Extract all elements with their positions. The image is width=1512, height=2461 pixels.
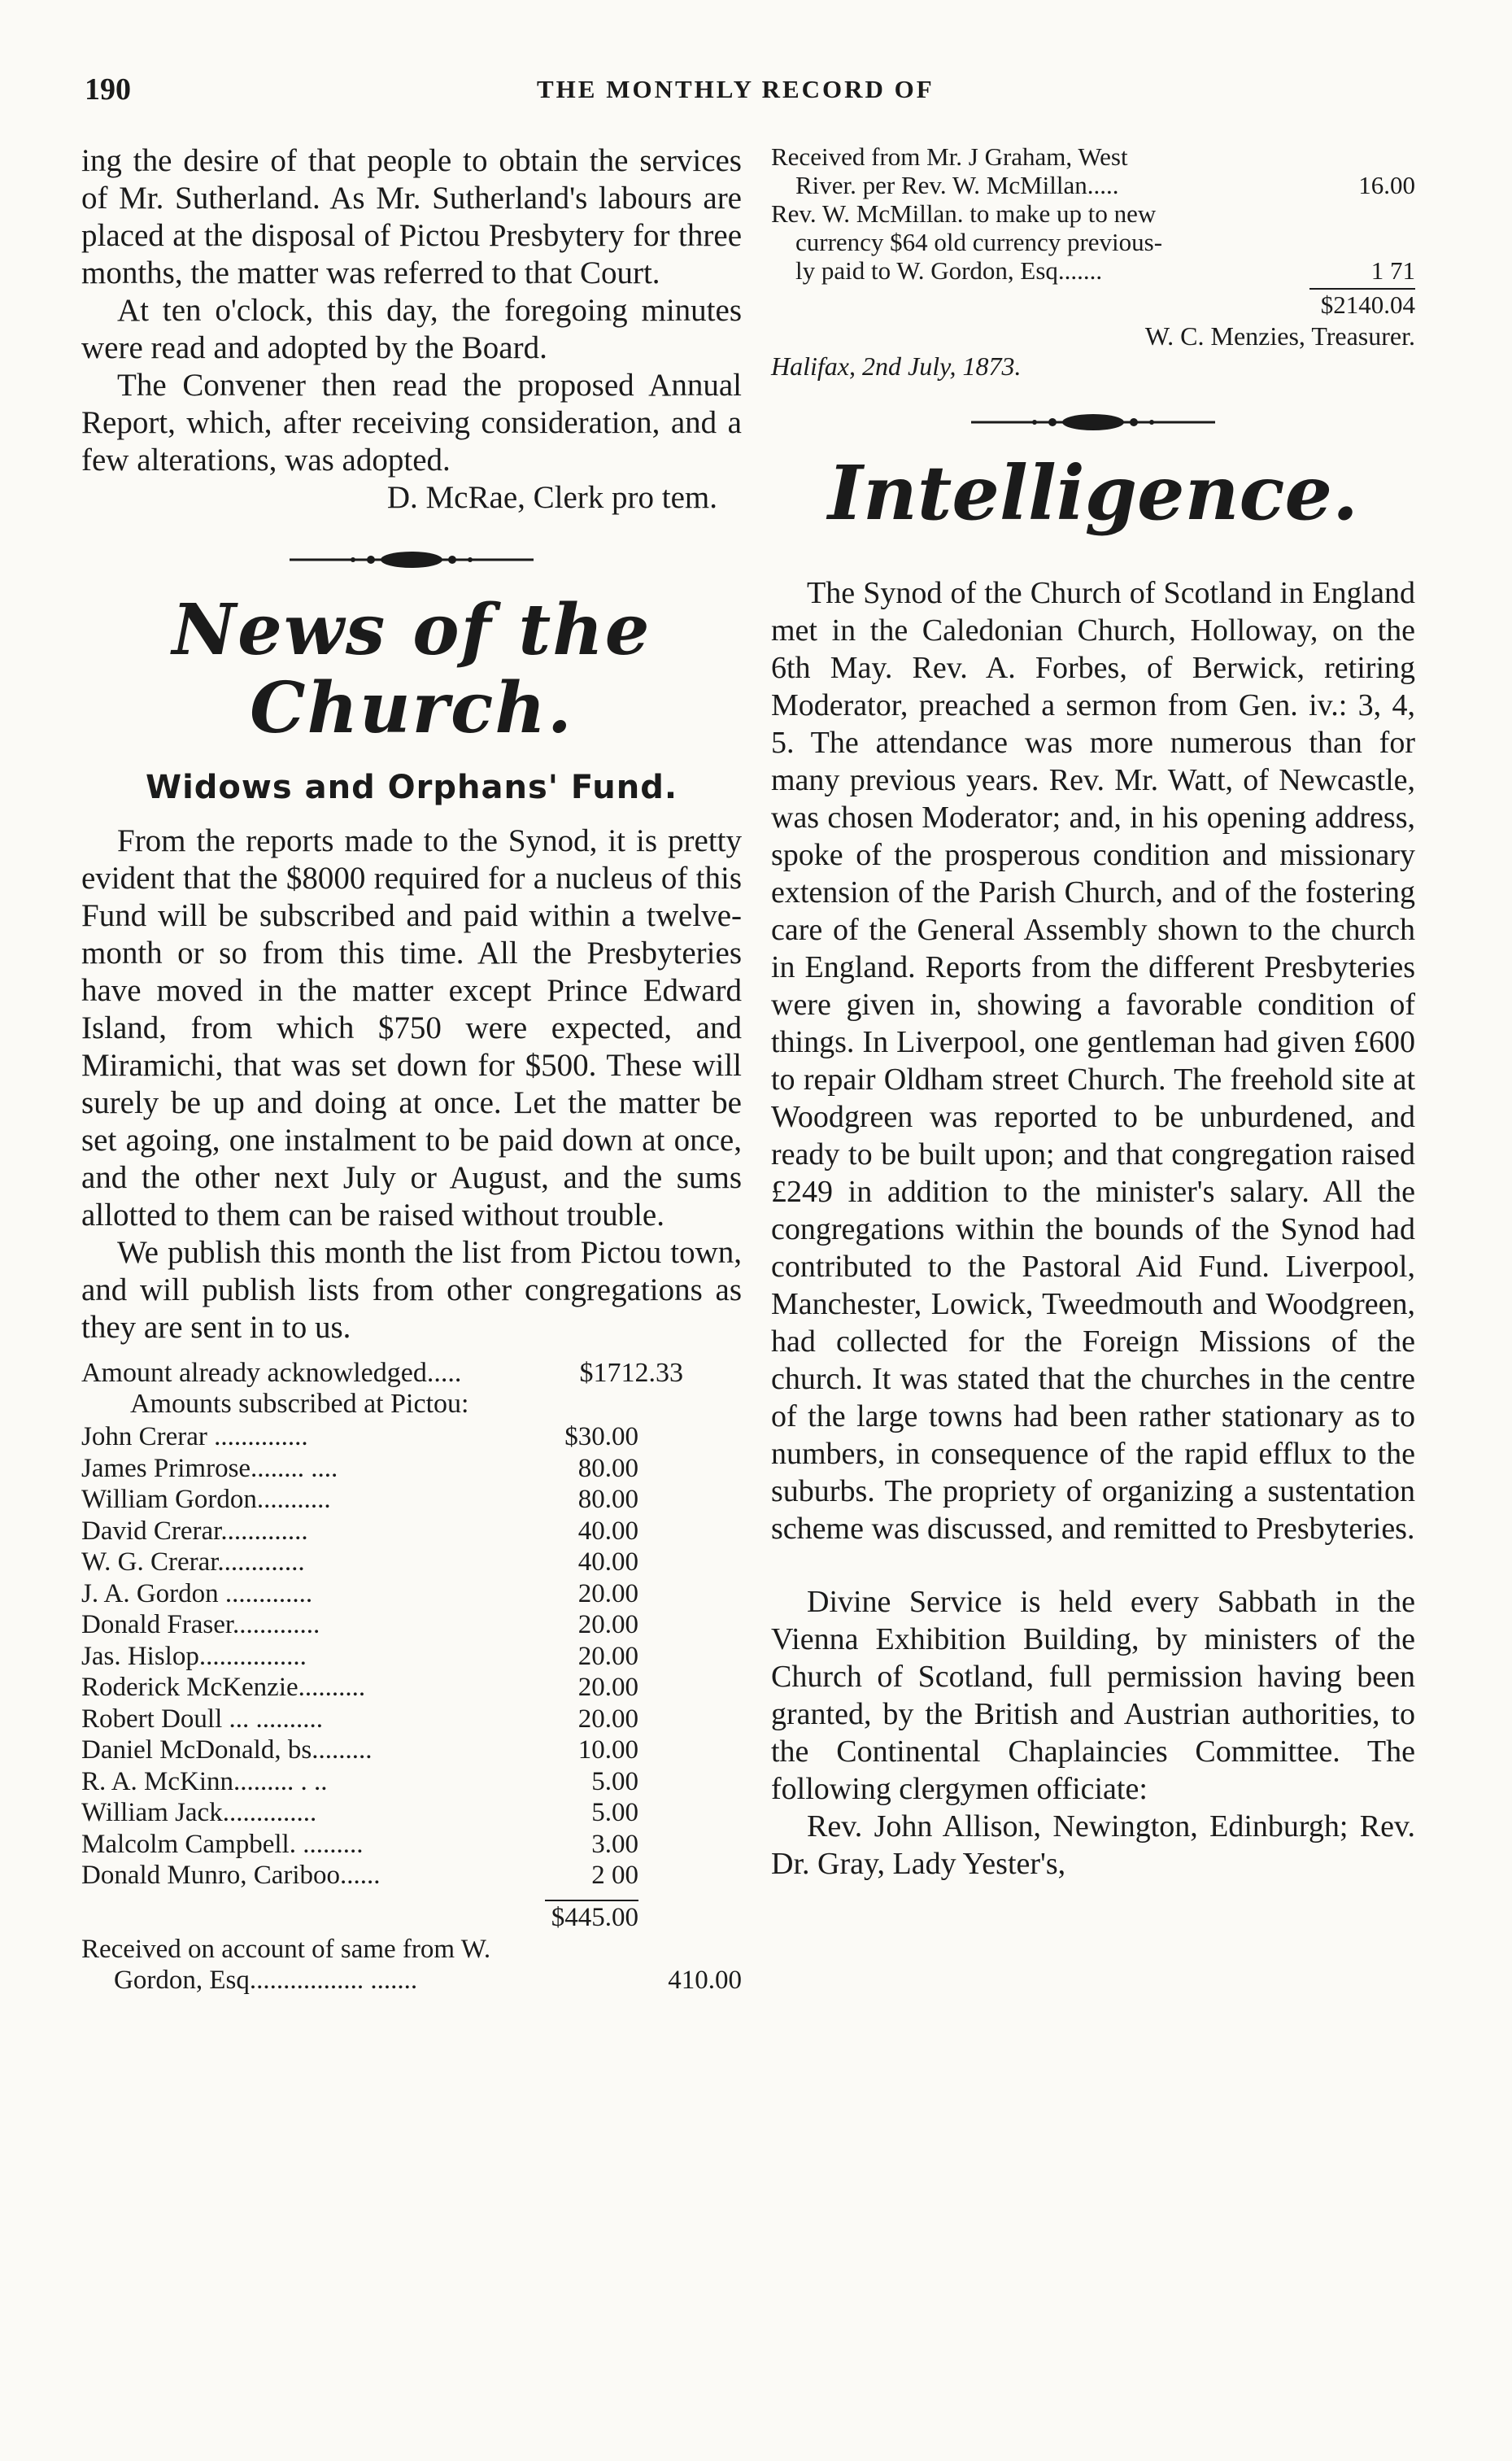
- subscription-amount: 20.00: [577, 1610, 638, 1639]
- subscriber-name: W. G. Crerar.............: [81, 1547, 305, 1577]
- account-line: Rev. W. McMillan. to make up to new: [771, 199, 1157, 228]
- subscription-row: [81, 1734, 638, 1766]
- received-row: [81, 1965, 742, 1996]
- received-label: Gordon, Esq................. .......: [114, 1965, 418, 1995]
- subscription-amount: $30.00: [564, 1422, 638, 1451]
- subscription-amount: 80.00: [577, 1485, 638, 1514]
- paragraph: ing the desire of that people to obtain the services of Mr. Sutherland. As Mr. Sutherland's labours are placed at the disposal of Pictou Presbytery for three months, the matter was referred to that Court.: [81, 143, 742, 290]
- account-total: $2140.04: [1320, 290, 1415, 319]
- subscription-row: [81, 1766, 638, 1798]
- account-line: ly paid to W. Gordon, Esq.......: [795, 256, 1103, 285]
- subhead-widows-fund: Widows and Orphans' Fund.: [145, 769, 678, 806]
- account-line: currency $64 old currency previous-: [795, 228, 1163, 256]
- paragraph-gap: [771, 1547, 1415, 1583]
- account-total-block: [771, 288, 1415, 321]
- acknowledged-row: [81, 1358, 683, 1389]
- section-title-intelligence: Intelligence.: [827, 449, 1359, 537]
- subscriber-name: Roderick McKenzie..........: [81, 1673, 366, 1702]
- subscriber-name: Robert Doull ... ..........: [81, 1704, 323, 1734]
- subtotal: $445.00: [551, 1902, 638, 1932]
- paragraph: We publish this month the list from Pictou town, and will publish lists from other congregations as they are sent in to us.: [81, 1235, 742, 1345]
- subscription-amount: 3.00: [591, 1829, 638, 1859]
- acknowledged-amount: $1712.33: [579, 1358, 683, 1388]
- subscription-amount: 5.00: [591, 1766, 638, 1796]
- subscription-amount: 20.00: [577, 1641, 638, 1671]
- subscription-list: [81, 1358, 742, 1996]
- subscription-row: [81, 1672, 638, 1704]
- subscriber-name: Donald Munro, Cariboo......: [81, 1861, 381, 1890]
- subscriptions-table: [81, 1421, 638, 1892]
- subscription-row: [81, 1484, 638, 1516]
- account-row: [771, 256, 1415, 285]
- paragraph: From the reports made to the Synod, it is pretty evident that the $8000 required for a nucleus of this Fund will be subscribed and paid within a twelve-month or so from this time. All the Presbyteries have moved in the matter except Prince Edward Island, from which $750 were expected, and Miramichi, that was set down for $500. These will surely be up and doing at once. Let the matter be set agoing, one instalment to be paid down at once, and the other next July or August, and the sums allotted to them can be raised without trouble.: [81, 823, 742, 1233]
- subscriber-name: David Crerar.............: [81, 1516, 308, 1546]
- subtotal-block: [81, 1900, 638, 1934]
- paragraph: The Synod of the Church of Scotland in England met in the Caledonian Church, Holloway, on the 6th May. Rev. A. Forbes, of Berwick, retiring Moderator, preached a sermon from Gen. iv.: 3, 4, 5. The attendance was more numerous than for many previous years. Rev. Mr. Watt, of Newcastle, was chosen Moderator; and, in his opening address, spoke of the prosperous condition and missionary extension of the Parish Church, and of the fostering care of the General Assembly shown to the church in England. Reports from the different Presbyteries were given in, showing a favorable condition of things. In Liverpool, one gentleman had given £600 to repair Oldham street Church. The freehold site at Woodgreen was reported to be unburdened, and ready to be built upon; and that congregation raised £249 in addition to the minister's salary. All the congregations within the bounds of the Synod had contributed to the Pastoral Aid Fund. Liverpool, Manchester, Lowick, Tweedmouth and Woodgreen, had collected for the Foreign Missions of the church. It was stated that the churches in the centre of the large towns had been rather stationary as to numbers, in consequence of the rapid efflux to the suburbs. The propriety of organizing a sustentation scheme was discussed, and remitted to Presbyteries.: [771, 576, 1415, 1546]
- treasurer-signature: W. C. Menzies, Treasurer.: [1144, 321, 1415, 351]
- received-amount: 410.00: [668, 1965, 742, 1995]
- paragraph: Divine Service is held every Sabbath in the Vienna Exhibition Building, by ministers of the Church of Scotland, full permission having been granted, by the British and Austrian authorities, to the Continental Chaplaincies Committee. The following clergymen officiate:: [771, 1585, 1415, 1806]
- subscription-amount: 20.00: [577, 1704, 638, 1734]
- section-title-news: News of the Church.: [172, 589, 651, 749]
- dateline: Halifax, 2nd July, 1873.: [771, 351, 1022, 381]
- subscriber-name: William Gordon...........: [81, 1485, 331, 1514]
- subscription-row: [81, 1641, 638, 1673]
- subscriber-name: Jas. Hislop................: [81, 1641, 307, 1671]
- paragraph: Rev. John Allison, Newington, Edinburgh; Rev. Dr. Gray, Lady Yester's,: [771, 1809, 1415, 1881]
- ornament-divider: [971, 410, 1215, 434]
- subscriber-name: William Jack..............: [81, 1798, 317, 1827]
- subscriber-name: John Crerar ..............: [81, 1422, 308, 1451]
- subscriber-name: James Primrose........ ....: [81, 1453, 338, 1483]
- account-amount: 1 71: [1370, 256, 1415, 285]
- running-head: THE MONTHLY RECORD OF: [537, 75, 935, 103]
- ornament-divider: [290, 548, 534, 572]
- page-number: 190: [85, 72, 131, 107]
- subscriber-name: Malcolm Campbell. .........: [81, 1829, 364, 1859]
- account-block: [771, 142, 1415, 381]
- subscription-amount: 40.00: [577, 1547, 638, 1577]
- subscription-amount: 80.00: [577, 1453, 638, 1483]
- right-column: [771, 142, 1415, 1883]
- subscriber-name: Donald Fraser.............: [81, 1610, 320, 1639]
- subscriber-name: Daniel McDonald, bs.........: [81, 1735, 373, 1765]
- subscription-row: [81, 1578, 638, 1610]
- received-text: Received on account of same from W.: [81, 1934, 491, 1964]
- subscription-row: [81, 1547, 638, 1578]
- subscriber-name: J. A. Gordon .............: [81, 1578, 313, 1608]
- account-line: Received from Mr. J Graham, West: [771, 142, 1128, 171]
- subscriber-name: R. A. McKinn......... . ..: [81, 1766, 328, 1796]
- account-line: River. per Rev. W. McMillan.....: [795, 171, 1119, 199]
- subscription-amount: 40.00: [577, 1516, 638, 1546]
- subscription-row: [81, 1609, 638, 1641]
- subscription-row: [81, 1704, 638, 1735]
- subscription-amount: 20.00: [577, 1578, 638, 1608]
- acknowledged-label: Amount already acknowledged.....: [81, 1358, 462, 1388]
- subscription-row: [81, 1860, 638, 1892]
- subscription-row: [81, 1516, 638, 1547]
- subscription-row: [81, 1829, 638, 1861]
- subscription-amount: 5.00: [591, 1798, 638, 1827]
- subscription-amount: 20.00: [577, 1673, 638, 1702]
- account-amount: 16.00: [1358, 171, 1415, 199]
- subscription-row: [81, 1453, 638, 1485]
- subscription-row: [81, 1797, 638, 1829]
- clerk-signature: D. McRae, Clerk pro tem.: [386, 480, 717, 515]
- subscription-row: [81, 1421, 638, 1453]
- subscribed-label: Amounts subscribed at Pictou:: [130, 1389, 469, 1419]
- account-row: [771, 171, 1415, 199]
- paragraph: At ten o'clock, this day, the foregoing minutes were read and adopted by the Board.: [81, 293, 742, 365]
- subscription-amount: 10.00: [577, 1735, 638, 1765]
- left-column: [81, 142, 742, 1996]
- subscription-amount: 2 00: [591, 1861, 638, 1890]
- page-header: [0, 72, 1512, 120]
- paragraph: The Convener then read the proposed Annual Report, which, after receiving consideration, and a few alterations, was adopted.: [81, 368, 742, 478]
